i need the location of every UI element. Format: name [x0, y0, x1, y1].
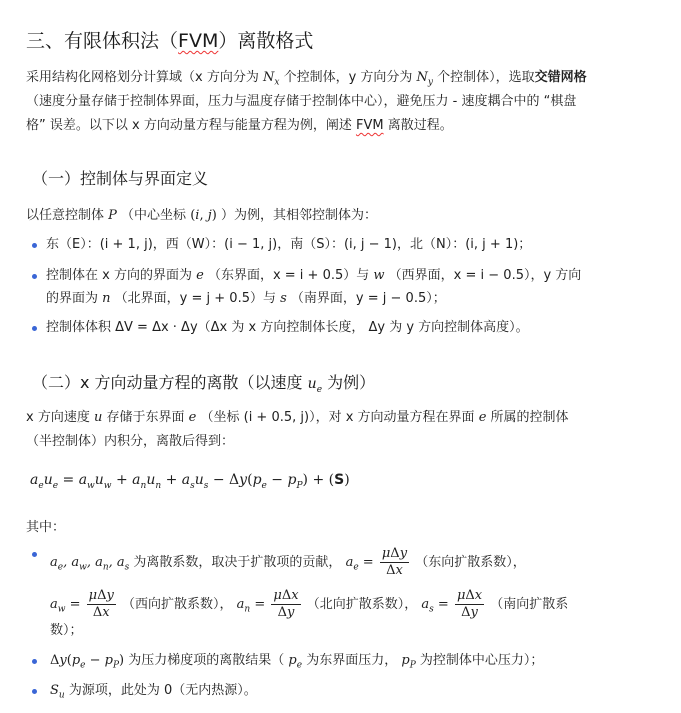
volume-text: Δx 为 x 方向控制体长度，: [210, 320, 365, 335]
face-text: （西界面，x = i − 0.5），y 方向: [388, 268, 582, 283]
section-heading-momentum: [32, 370, 375, 395]
math-an: $a_n$: [236, 597, 251, 615]
source-term-line: [50, 681, 257, 706]
title-suffix: ）离散格式: [218, 30, 314, 52]
face-text: （南界面，y = j − 0.5）；: [290, 291, 446, 306]
source-text: 为源项，此处为 0（无内热源）。: [68, 683, 257, 698]
coef-text: 为离散系数，取决于扩散项的贡献，: [133, 555, 342, 570]
math-pressure: $\Delta y(p_e - p_P)$: [50, 653, 125, 671]
title-prefix: 三、有限体积法（: [26, 30, 179, 52]
intro-text: 格” 误差。以下以 x 方向动量方程与能量方程为例，阐述: [26, 118, 352, 133]
coef-text: （西向扩散系数），: [122, 597, 233, 612]
intro-line-3: [26, 116, 453, 136]
math-w: w: [373, 268, 385, 283]
math-as: $a_s$: [421, 597, 434, 615]
section-title: [26, 26, 313, 53]
bullet-icon: [32, 689, 37, 694]
lead-text: 所属的控制体: [490, 410, 569, 425]
volume-line: [46, 318, 529, 338]
pressure-term-line: [50, 651, 543, 676]
pressure-text: 为东界面压力，: [306, 653, 398, 668]
face-text: 控制体在 x 方向的界面为: [46, 268, 192, 283]
intro-line-2: [26, 92, 576, 112]
fraction-aw: $\frac{\text{μΔy}}{\Delta x}$: [88, 588, 114, 620]
neighbors-line: 东（E）：(i + 1, j)，西（W）：(i − 1, j)，南（S）：(i, j − 1)，北（N）：(i, j + 1)；: [46, 237, 532, 252]
bullet-icon: [32, 243, 37, 248]
lead-text: 以任意控制体: [26, 208, 105, 223]
coefficients-line-1: $a_e$, $a_w$, $a_n$, $a_s$ 为离散系数，取决于扩散项的贡献， $a_e$ = $\frac{\text{μΔy}}{\Delta x}$ （东向扩散系数），: [50, 546, 526, 578]
intro-text: 个控制体），选取: [437, 70, 535, 85]
y-faces-line: [46, 289, 446, 309]
lead-text: ）为例，其相邻控制体为：: [220, 208, 377, 223]
bullet-icon: [32, 659, 37, 664]
coefficients-line-3: 数）；: [50, 623, 83, 638]
face-text: （东界面，x = i + 0.5）与: [207, 268, 370, 283]
math-e: e: [478, 410, 487, 425]
title-fvm: FVM: [178, 30, 219, 52]
math-Su: $S_u$: [50, 683, 65, 701]
pressure-text: 为压力梯度项的离散结果（: [128, 653, 285, 668]
momentum-equation: $a_eu_e = a_wu_w + a_nu_n + a_su_s - \Delta y(p_e - p_P) + (S)$: [30, 472, 350, 491]
math-e: e: [196, 268, 204, 283]
x-faces-line: [46, 266, 581, 286]
section-heading-control-volume: （一）控制体与界面定义: [32, 169, 209, 188]
fraction-an: $\frac{\text{μΔx}}{\Delta y}$: [273, 588, 299, 620]
math-P: P: [108, 208, 117, 223]
lead-text: x 方向速度: [26, 410, 90, 425]
bullet-icon: [32, 274, 37, 279]
math-s: s: [280, 291, 287, 306]
math-ae: $a_e$: [345, 555, 359, 573]
section1-lead: [26, 206, 377, 226]
math-ue: $u_e$: [307, 376, 323, 395]
intro-text: 采用结构化网格划分计算域（x 方向分为: [26, 70, 259, 85]
math-n: n: [102, 291, 111, 306]
math-pP: $p_P$: [401, 653, 416, 671]
intro-text: 个控制体，y 方向分为: [283, 70, 413, 85]
bullet-icon: [32, 552, 37, 557]
math-pe: $p_e$: [288, 653, 303, 671]
math-coeffs: $a_e$, $a_w$, $a_n$, $a_s$: [50, 555, 130, 573]
intro-text: 离散过程。: [387, 118, 453, 133]
fraction-as: $\frac{\text{μΔx}}{\Delta y}$: [456, 588, 483, 620]
lead-text: （坐标 (i + 0.5, j)），对 x 方向动量方程在界面: [200, 410, 475, 425]
heading-text: （二）x 方向动量方程的离散（以速度: [32, 373, 303, 392]
math-Ny: $N_y$: [416, 70, 433, 88]
where-label: 其中：: [26, 520, 66, 535]
math-u: u: [93, 410, 103, 425]
coef-text: （南向扩散系: [490, 597, 569, 612]
face-text: （北界面，y = j + 0.5）与: [114, 291, 276, 306]
volume-text: Δy 为 y 方向控制体高度）。: [368, 320, 529, 335]
math-aw: $a_w$: [50, 597, 66, 615]
lead-text: （中心坐标: [121, 208, 187, 223]
coef-text: （东向扩散系数），: [415, 555, 526, 570]
bullet-icon: [32, 326, 37, 331]
fvm-term: FVM: [355, 118, 384, 133]
face-text: 的界面为: [46, 291, 99, 306]
coefficients-line-2: $a_w$ = $\frac{\text{μΔy}}{\Delta x}$ （西向扩散系数）， $a_n$ = $\frac{\text{μΔx}}{\Delta y}$ （北向扩散系数）， $a_s$ = $\frac{\text{μΔx}}{\Delta y}$ （南向扩散系: [50, 588, 569, 620]
heading-text: 为例）: [327, 373, 376, 392]
math-ij: (i, j): [190, 208, 217, 223]
staggered-grid-term: 交错网格: [534, 70, 587, 85]
section2-lead-2: （半控制体）内积分，离散后得到：: [26, 434, 235, 449]
intro-text: （速度分量存储于控制体界面，压力与温度存储于控制体中心），避免压力 - 速度耦合中的 “棋盘: [26, 94, 577, 109]
intro-line-1: [26, 68, 587, 93]
pressure-text: 为控制体中心压力）；: [419, 653, 544, 668]
math-Nx: $N_x$: [262, 70, 280, 88]
volume-text: 控制体体积 ΔV = Δx · Δy（: [46, 320, 211, 335]
fraction-ae: $\frac{\text{μΔy}}{\Delta x}$: [381, 546, 408, 578]
lead-text: 存储于东界面: [106, 410, 185, 425]
coef-text: （北向扩散系数），: [306, 597, 418, 612]
section2-lead-1: [26, 408, 569, 428]
math-e: e: [188, 410, 197, 425]
